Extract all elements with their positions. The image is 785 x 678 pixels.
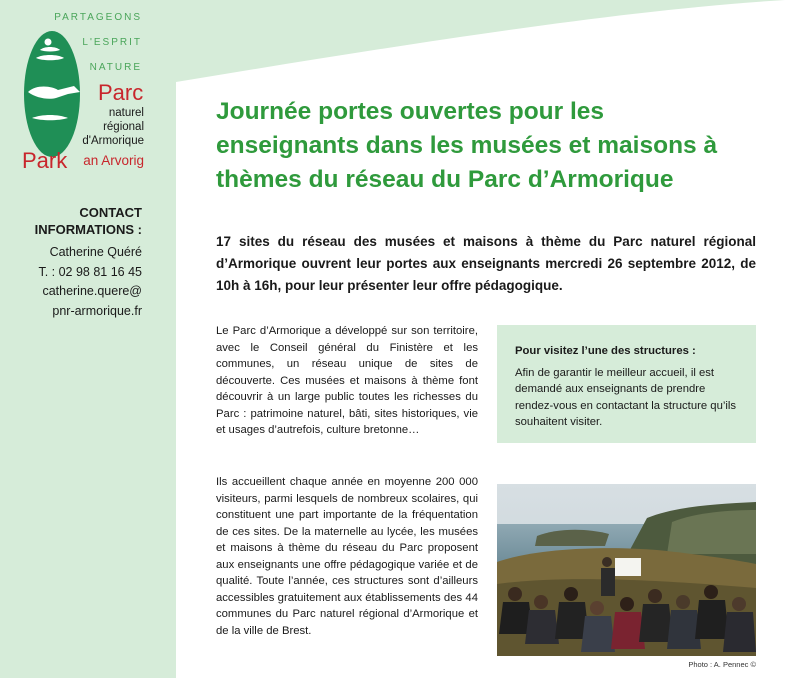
contact-title-line-1: CONTACT — [79, 205, 142, 220]
tagline-line-1: PARTAGEONS — [54, 12, 142, 23]
article-title-line-1: Journée portes ouvertes pour les — [216, 98, 605, 125]
contact-email-line-1[interactable]: catherine.quere@ — [42, 284, 142, 298]
tagline-line-2: L'ESPRIT — [82, 37, 142, 48]
visit-info-text: Afin de garantir le meilleur accueil, il est demandé aux enseignants de prendre rendez-vous en contactant la structure qu’ils souhaitent visiter. — [515, 366, 737, 428]
logo-word-park: Park — [22, 148, 68, 173]
visit-info-box — [497, 325, 756, 443]
article-title — [216, 95, 766, 197]
contact-name: Catherine Quéré — [49, 245, 142, 259]
photo-credit: Photo : A. Pennec © — [688, 660, 756, 669]
contact-title-line-2: INFORMATIONS : — [34, 222, 142, 237]
article-title-line-3: thèmes du réseau du Parc d’Armorique — [216, 166, 674, 193]
article-title-line-2: enseignants dans les musées et maisons à — [216, 132, 718, 159]
tagline-line-3: NATURE — [89, 62, 142, 73]
logo-word-regional: régional — [103, 121, 144, 133]
logo-word-naturel: naturel — [108, 107, 144, 119]
article-lead: 17 sites du réseau des musées et maisons à thème du Parc naturel régional d’Armorique ouvrent leur portes aux enseignants mercredi 26 septembre 2012, de 10h à 16h, pour leur présenter leur offre pédagogique. — [216, 234, 756, 293]
article-paragraph-2: Ils accueillent chaque année en moyenne 200 000 visiteurs, parmi lesquels de nombreux scolaires, qui constituent une part importante de la fréquentation de ces sites. De la maternelle au lycée, les musées et maisons à thème du réseau du Parc proposent aux enseignants une offre pédagogique variée et de qualité. Toute l’année, ces structures sont d’ailleurs accessibles gratuitement aux établissements des 44 communes du Parc naturel régional d’Armorique et de la ville de Brest. — [216, 476, 478, 637]
contact-email-line-2[interactable]: pnr-armorique.fr — [52, 303, 142, 318]
school-group-photo — [497, 484, 756, 656]
logo-word-an-arvorig: an Arvorig — [83, 153, 144, 168]
contact-phone[interactable]: T. : 02 98 81 16 45 — [38, 264, 142, 279]
visit-info-title: Pour visitez l’une des structures : — [515, 345, 696, 357]
logo-word-armorique: d'Armorique — [82, 135, 144, 147]
parc-armorique-logo — [22, 28, 146, 178]
logo-word-parc: Parc — [98, 80, 144, 105]
article-paragraph-1: Le Parc d’Armorique a développé sur son territoire, avec le Conseil général du Finistère et les communes, un réseau unique de sites de découverte. Ces musées et maisons à thème font découvrir à un large public toutes les richesses du Parc : patrimoine naturel, bâti, sites historiques, vie et usages d’autrefois, culture bretonne… — [216, 325, 478, 436]
contact-title — [20, 204, 142, 238]
contact-block — [20, 204, 142, 321]
